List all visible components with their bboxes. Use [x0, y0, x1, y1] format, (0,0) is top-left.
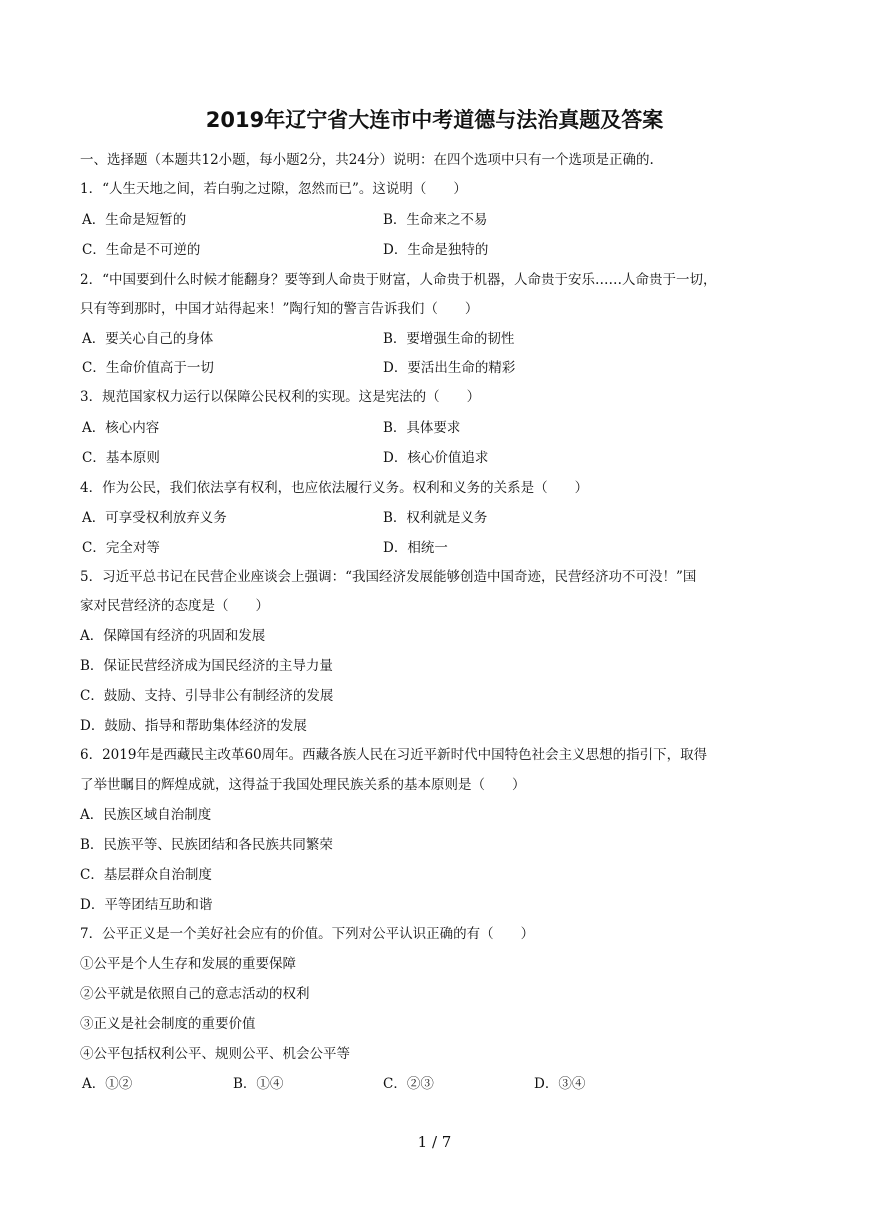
question-3-option-b: B．具体要求: [383, 420, 461, 436]
question-7-option-c: C．②③: [383, 1076, 434, 1092]
question-5-option-d: D．鼓励、指导和帮助集体经济的发展: [80, 718, 307, 734]
question-5-stem-line-2: 家对民营经济的态度是（ ）: [80, 598, 269, 614]
question-7-stem: 7．公平正义是一个美好社会应有的价值。下列对公平认识正确的有（ ）: [80, 926, 535, 942]
question-4-option-d: D．相统一: [383, 540, 448, 556]
question-7-option-a: A．①②: [82, 1076, 133, 1092]
question-1-option-d: D．生命是独特的: [383, 242, 489, 258]
question-4-option-b: B．权利就是义务: [383, 510, 488, 526]
question-6-stem-line-2: 了举世瞩目的辉煌成就，这得益于我国处理民族关系的基本原则是（ ）: [80, 777, 526, 793]
question-6-option-a: A．民族区域自治制度: [80, 807, 212, 823]
question-6-option-b: B．民族平等、民族团结和各民族共同繁荣: [80, 837, 333, 853]
question-1-stem: 1．“人生天地之间，若白驹之过隙，忽然而已”。这说明（ ）: [80, 181, 467, 197]
question-5-stem-line-1: 5．习近平总书记在民营企业座谈会上强调：“我国经济发展能够创造中国奇迹，民营经济功不可没！”国: [80, 569, 697, 585]
question-7-statement-4: ④公平包括权利公平、规则公平、机会公平等: [80, 1046, 350, 1062]
question-2-option-b: B．要增强生命的韧性: [383, 331, 515, 347]
question-1-option-a: A．生命是短暂的: [82, 212, 187, 228]
page-number: 1 / 7: [417, 1133, 452, 1151]
question-2-stem-line-2: 只有等到那时，中国才站得起来！”陶行知的警言告诉我们（ ）: [80, 301, 479, 317]
question-5-option-c: C．鼓励、支持、引导非公有制经济的发展: [80, 688, 334, 704]
page-title: 2019年辽宁省大连市中考道德与法治真题及答案: [205, 108, 664, 132]
question-7-option-d: D．③④: [534, 1076, 586, 1092]
question-3-stem: 3．规范国家权力运行以保障公民权利的实现。这是宪法的（ ）: [80, 389, 481, 405]
question-1-option-b: B．生命来之不易: [383, 212, 488, 228]
question-5-option-a: A．保障国有经济的巩固和发展: [80, 628, 266, 644]
question-7-statement-1: ①公平是个人生存和发展的重要保障: [80, 956, 296, 972]
question-6-option-c: C．基层群众自治制度: [80, 867, 212, 883]
question-3-option-c: C．基本原则: [82, 450, 160, 466]
question-1-option-c: C．生命是不可逆的: [82, 242, 201, 258]
question-4-option-c: C．完全对等: [82, 540, 160, 556]
question-6-stem-line-1: 6．2019年是西藏民主改革60周年。西藏各族人民在习近平新时代中国特色社会主义思想的指引下，取得: [80, 747, 708, 763]
question-7-statement-3: ③正义是社会制度的重要价值: [80, 1016, 256, 1032]
question-7-option-b: B．①④: [233, 1076, 284, 1092]
question-2-option-d: D．要活出生命的精彩: [383, 360, 516, 376]
question-3-option-a: A．核心内容: [82, 420, 160, 436]
section-heading: 一、选择题（本题共12小题，每小题2分，共24分）说明：在四个选项中只有一个选项是正确的.: [80, 152, 654, 168]
question-4-stem: 4．作为公民，我们依法享有权利，也应依法履行义务。权利和义务的关系是（ ）: [80, 480, 589, 496]
question-6-option-d: D．平等团结互助和谐: [80, 897, 213, 913]
question-3-option-d: D．核心价值追求: [383, 450, 489, 466]
question-2-stem-line-1: 2．“中国要到什么时候才能翻身？要等到人命贵于财富，人命贵于机器，人命贵于安乐……人命贵于一切，: [80, 272, 717, 288]
question-7-statement-2: ②公平就是依照自己的意志活动的权利: [80, 986, 310, 1002]
question-2-option-a: A．要关心自己的身体: [82, 331, 214, 347]
question-5-option-b: B．保证民营经济成为国民经济的主导力量: [80, 658, 333, 674]
question-2-option-c: C．生命价值高于一切: [82, 360, 214, 376]
question-4-option-a: A．可享受权利放弃义务: [82, 510, 227, 526]
